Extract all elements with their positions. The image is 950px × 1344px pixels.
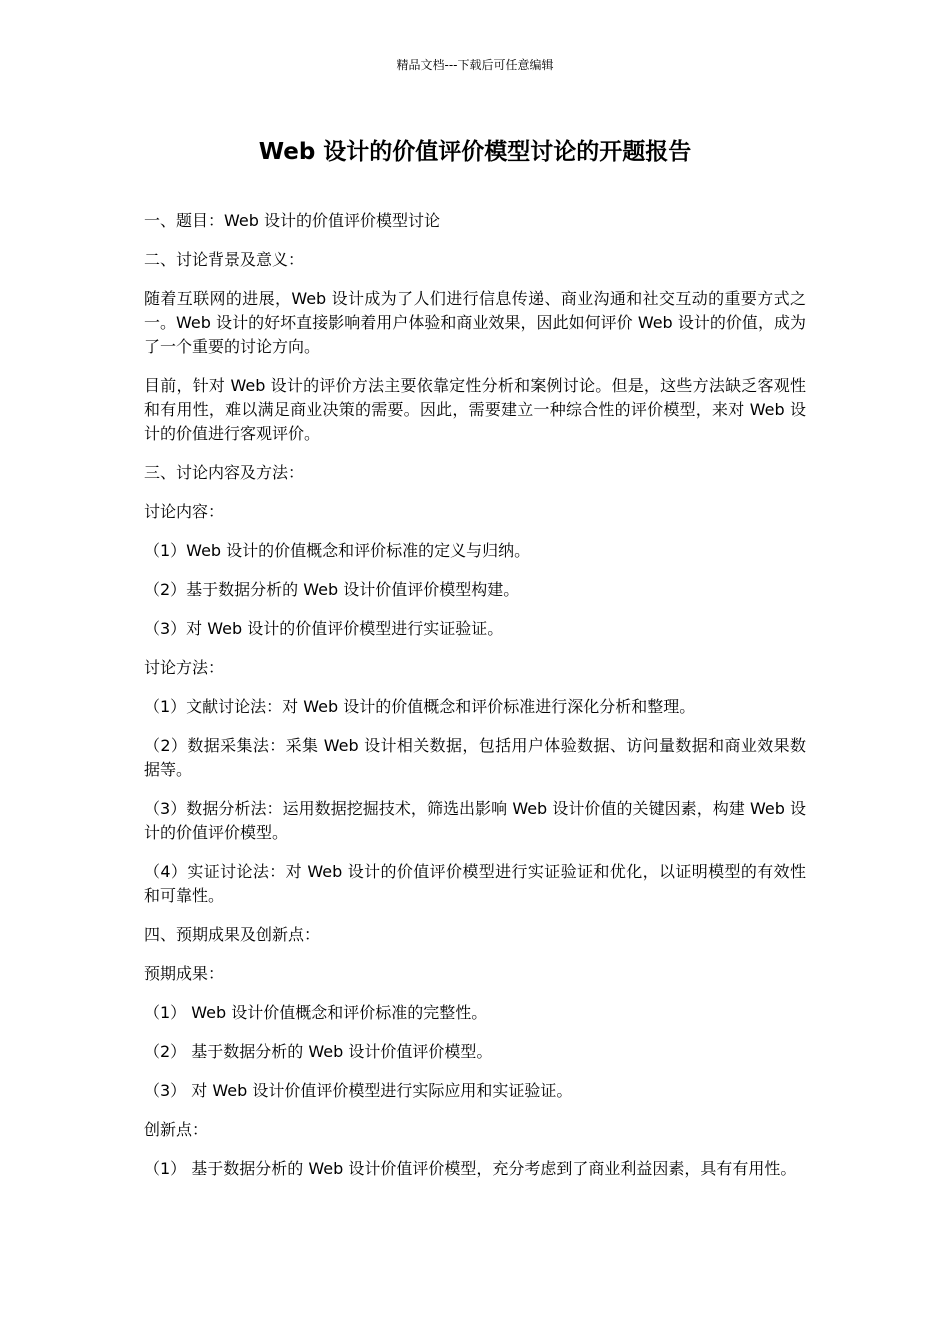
document-body xyxy=(144,209,806,1196)
method-item: （1）文献讨论法：对 Web 设计的价值概念和评价标准进行深化分析和整理。 xyxy=(144,697,696,716)
topic-line: 一、题目：Web 设计的价值评价模型讨论 xyxy=(144,211,440,230)
content-label: 讨论内容： xyxy=(144,502,225,521)
method-label: 讨论方法： xyxy=(144,658,225,677)
results-item: （2） 基于数据分析的 Web 设计价值评价模型。 xyxy=(144,1042,493,1061)
content-item: （1）Web 设计的价值概念和评价标准的定义与归纳。 xyxy=(144,541,531,560)
results-item: （3） 对 Web 设计价值评价模型进行实际应用和实证验证。 xyxy=(144,1081,573,1100)
document-title: Web 设计的价值评价模型讨论的开题报告 xyxy=(258,139,692,165)
page-header: 精品文档---下载后可任意编辑 xyxy=(396,58,554,72)
results-item: （1） Web 设计价值概念和评价标准的完整性。 xyxy=(144,1003,488,1022)
method-item: （3）数据分析法：运用数据挖掘技术，筛选出影响 Web 设计价值的关键因素，构建 Web 设计的价值评价模型。 xyxy=(144,799,806,842)
content-item: （2）基于数据分析的 Web 设计价值评价模型构建。 xyxy=(144,580,520,599)
background-paragraph-1: 随着互联网的进展，Web 设计成为了人们进行信息传递、商业沟通和社交互动的重要方式之一。Web 设计的好坏直接影响着用户体验和商业效果，因此如何评价 Web 设计的价值，成为了一个重要的讨论方向。 xyxy=(144,289,806,356)
results-label: 预期成果： xyxy=(144,964,225,983)
background-heading: 二、讨论背景及意义： xyxy=(144,250,305,269)
background-paragraph-2: 目前，针对 Web 设计的评价方法主要依靠定性分析和案例讨论。但是，这些方法缺乏客观性和有用性，难以满足商业决策的需要。因此，需要建立一种综合性的评价模型，来对 Web 设计的价值进行客观评价。 xyxy=(144,376,806,443)
content-heading: 三、讨论内容及方法： xyxy=(144,463,305,482)
method-item: （4）实证讨论法：对 Web 设计的价值评价模型进行实证验证和优化，以证明模型的有效性和可靠性。 xyxy=(144,862,806,905)
method-item: （2）数据采集法：采集 Web 设计相关数据，包括用户体验数据、访问量数据和商业效果数据等。 xyxy=(144,736,806,779)
innovation-label: 创新点： xyxy=(144,1120,209,1139)
results-heading: 四、预期成果及创新点： xyxy=(144,925,321,944)
content-item: （3）对 Web 设计的价值评价模型进行实证验证。 xyxy=(144,619,504,638)
innovation-item: （1） 基于数据分析的 Web 设计价值评价模型，充分考虑到了商业利益因素，具有有用性。 xyxy=(144,1159,797,1178)
